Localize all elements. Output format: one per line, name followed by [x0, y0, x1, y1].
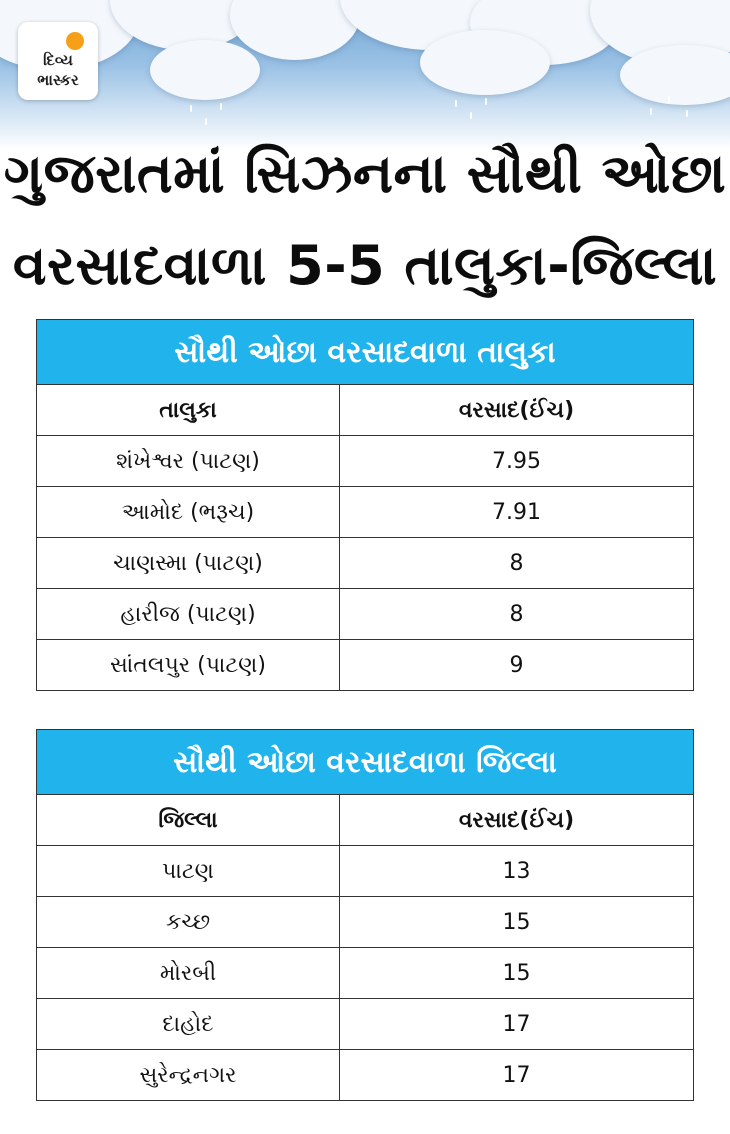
rain-value: 7.91: [340, 487, 694, 538]
brand-logo: [18, 22, 98, 100]
rain-value: 8: [340, 589, 694, 640]
taluka-name: ચાણસ્મા (પાટણ): [37, 538, 340, 589]
table-row: [37, 846, 694, 897]
table-row: [37, 538, 694, 589]
rain-value: 15: [340, 948, 694, 999]
rain-column-header: વરસાદ(ઈંચ): [340, 385, 694, 436]
district-name: દાહોદ: [37, 999, 340, 1050]
logo-line-2: ભાસ્કર: [37, 71, 79, 89]
district-table: [36, 729, 694, 1101]
cloud-shape: [230, 0, 360, 60]
cloud-shape: [620, 45, 730, 105]
district-column-header: જિલ્લા: [37, 795, 340, 846]
table-row: [37, 948, 694, 999]
cloud-shape: [420, 30, 550, 95]
rain-value: 8: [340, 538, 694, 589]
taluka-table-title: સૌથી ઓછા વરસાદવાળા તાલુકા: [37, 320, 694, 385]
logo-line-1: દિવ્ય: [43, 51, 73, 69]
sun-icon: [66, 32, 84, 50]
table-row: [37, 1050, 694, 1101]
table-row: [37, 897, 694, 948]
headline-line-2: વરસાદવાળા 5-5 તાલુકા-જિલ્લા: [12, 234, 718, 297]
district-name: મોરબી: [37, 948, 340, 999]
rain-value: 7.95: [340, 436, 694, 487]
cloud-shape: [150, 40, 260, 100]
rain-column-header: વરસાદ(ઈંચ): [340, 795, 694, 846]
table-row: [37, 487, 694, 538]
headline-line-1: ગુજરાતમાં સિઝનના સૌથી ઓછા: [3, 142, 727, 205]
taluka-name: આમોદ (ભરૂચ): [37, 487, 340, 538]
rain-value: 17: [340, 1050, 694, 1101]
taluka-name: સાંતલપુર (પાટણ): [37, 640, 340, 691]
district-name: કચ્છ: [37, 897, 340, 948]
district-table-title: સૌથી ઓછા વરસાદવાળા જિલ્લા: [37, 730, 694, 795]
rain-value: 13: [340, 846, 694, 897]
table-row: [37, 589, 694, 640]
table-row: [37, 640, 694, 691]
taluka-name: હારીજ (પાટણ): [37, 589, 340, 640]
district-name: પાટણ: [37, 846, 340, 897]
rain-value: 9: [340, 640, 694, 691]
taluka-column-header: તાલુકા: [37, 385, 340, 436]
taluka-name: શંખેશ્વર (પાટણ): [37, 436, 340, 487]
taluka-table: [36, 319, 694, 691]
district-name: સુરેન્દ્રનગર: [37, 1050, 340, 1101]
rain-value: 15: [340, 897, 694, 948]
table-row: [37, 436, 694, 487]
headline: [0, 128, 730, 312]
table-row: [37, 999, 694, 1050]
rain-value: 17: [340, 999, 694, 1050]
